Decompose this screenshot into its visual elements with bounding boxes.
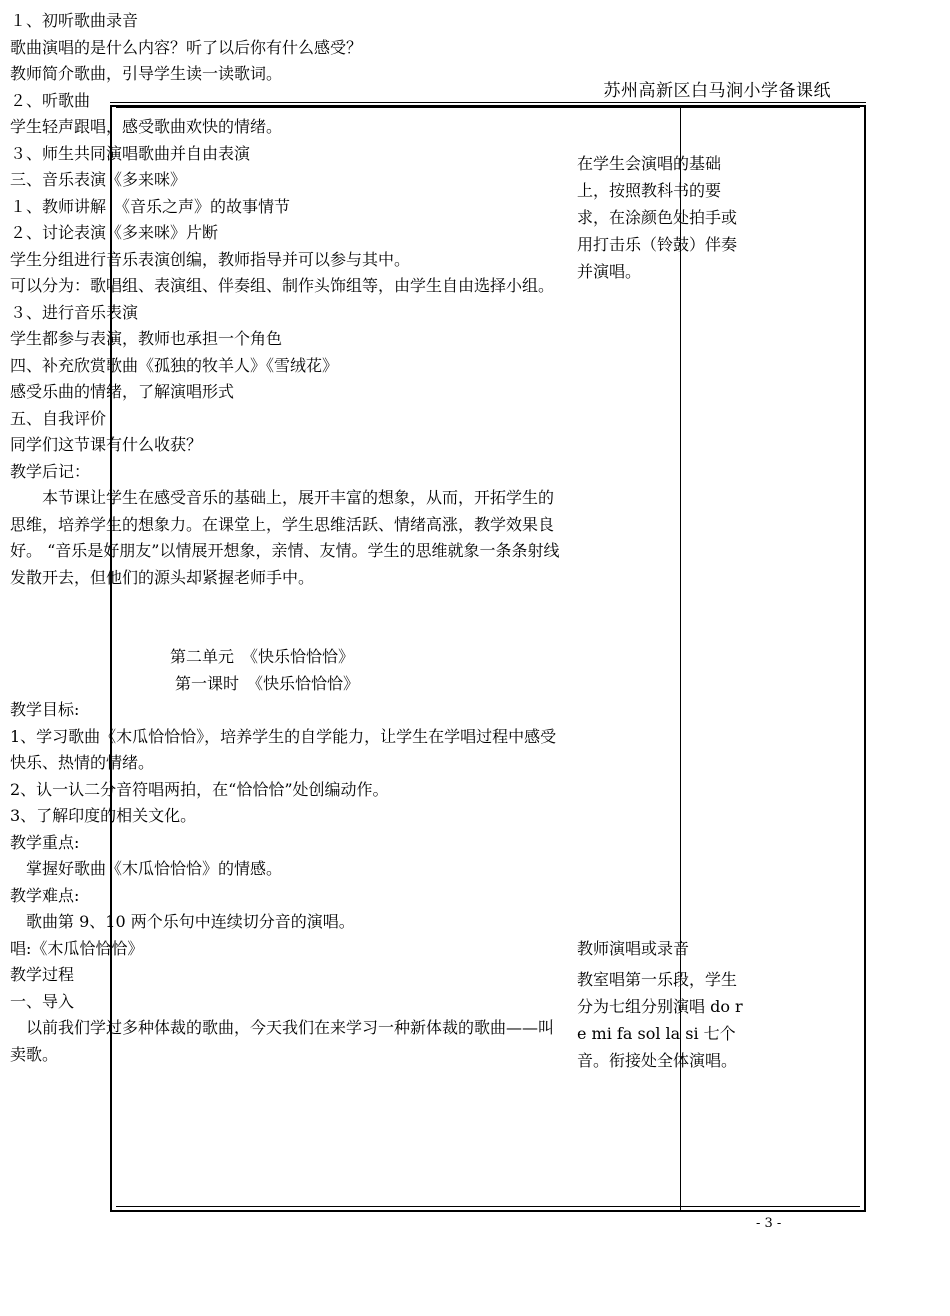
lesson-title: 第一课时 《快乐恰恰恰》 [175,673,360,693]
difficulty-text: 歌曲第 9、10 两个乐句中连续切分音的演唱。 [26,912,355,931]
main-content [10,8,565,1068]
line: ２、讨论表演《多来咪》片断 [10,223,219,242]
sing-line: 唱:《木瓜恰恰恰》 [10,938,144,958]
line: ２、听歌曲 [10,90,91,110]
goal-item: 1、学习歌曲《木瓜恰恰恰》，培养学生的自学能力，让学生在学唱过程中感受快乐、热情的情绪。 [10,726,557,772]
intro-label: 一、导入 [10,991,75,1011]
line: 学生轻声跟唱，感受歌曲欢快的情绪。 [10,117,283,136]
line: 可以分为：歌唱组、表演组、伴奏组、制作头饰组等，由学生自由选择小组。 [10,276,555,295]
side-note-heading: 教师演唱或录音 [577,939,690,958]
goal-item: 3、了解印度的相关文化。 [10,806,197,825]
goal-item: 2、认一认二分音符唱两拍，在“恰恰恰”处创编动作。 [10,779,389,799]
line: 三、音乐表演《多来咪》 [10,170,187,189]
side-note-singing [577,935,747,1074]
header-title: 苏州高新区白马涧小学备课纸 [603,81,831,101]
line: 学生分组进行音乐表演创编，教师指导并可以参与其中。 [10,249,411,269]
line: 四、补充欣赏歌曲《孤独的牧羊人》《雪绒花》 [10,355,339,375]
key-label: 教学重点: [10,832,80,852]
line: 教学后记： [10,461,91,481]
line: ３、师生共同演唱歌曲并自由表演 [10,143,251,163]
line: ３、进行音乐表演 [10,302,139,322]
process-label: 教学过程 [10,965,75,984]
page-number: - 3 - [756,1216,782,1231]
side-note-accompaniment [577,150,747,285]
line: 学生都参与表演，教师也承担一个角色 [10,329,283,348]
line: 教师简介歌曲，引导学生读一读歌词。 [10,64,283,83]
key-point: 掌握好歌曲《木瓜恰恰恰》的情感。 [26,859,283,878]
side-note-text: 教室唱第一乐段，学生分为七组分别演唱 do re mi fa sol la si 七个音。衔接处全体演唱。 [577,970,743,1070]
table-bottom-rule [116,1206,860,1207]
line: 同学们这节课有什么收获？ [10,435,203,454]
line: 感受乐曲的情绪，了解演唱形式 [10,382,235,401]
side-note-text: 在学生会演唱的基础上，按照教科书的要求，在涂颜色处拍手或用打击乐（铃鼓）伴奏并演唱。 [577,154,738,281]
difficulty-label: 教学难点: [10,885,80,905]
intro-text: 以前我们学过多种体裁的歌曲，今天我们在来学习一种新体裁的歌曲——叫卖歌。 [10,1018,555,1064]
goals-label: 教学目标: [10,700,80,719]
line: １、初听歌曲录音 [10,11,139,30]
line: １、教师讲解 《音乐之声》的故事情节 [10,196,291,216]
line: 歌曲演唱的是什么内容？听了以后你有什么感受？ [10,37,363,57]
line: 五、自我评价 [10,408,107,428]
unit-title: 第二单元 《快乐恰恰恰》 [170,647,355,666]
reflection-paragraph: 本节课让学生在感受音乐的基础上，展开丰富的想象，从而，开拓学生的思维，培养学生的想象力。在课堂上，学生思维活跃、情绪高涨，教学效果良好。 “音乐是好朋友”以情展开想象，亲情、友情。学生的思维就象一条条射线发散开去，但他们的源头却紧握老师手中。 [10,488,560,587]
